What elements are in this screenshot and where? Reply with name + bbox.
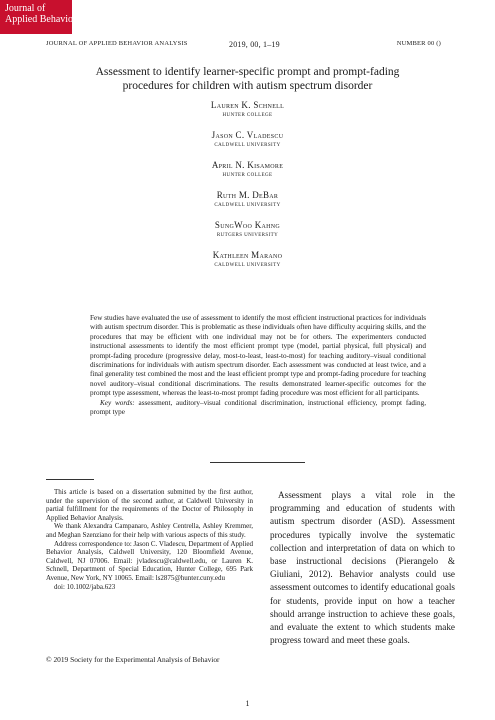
keywords-label: Key words: (100, 398, 135, 407)
author-affiliation: CALDWELL UNIVERSITY (214, 143, 281, 148)
abstract-text: Few studies have evaluated the use of assessment to identify the most efficient instructional practices for individuals with autism spectrum disorder. This is problematic as these individuals often have difficulty acquiring skills, and the procedures that may be efficient with one individual may not be for others. The experimenters conducted instructional assessments to identify the most efficient prompt type (model, partial physical, full physical) and prompt-fading procedure (progressive delay, most-to-least, least-to-most) for teaching auditory–visual conditional discriminations for individuals with autism spectrum disorder. Each assessment was conducted at least twice, and a final generality test combined the most and the least efficient prompt type and prompt-fading procedure for teaching novel auditory–visual conditional discriminations. The results demonstrated learner-specific outcomes for the prompt type assessment, whereas the least-to-most prompt fading procedure was most efficient for all participants. (90, 314, 426, 398)
footnotes (46, 488, 253, 591)
author-block (0, 220, 495, 250)
author-affiliation: HUNTER COLLEGE (222, 173, 273, 178)
running-head (46, 40, 441, 50)
author-name: Ruth M. DeBar (216, 190, 279, 200)
author-affiliation: HUNTER COLLEGE (222, 113, 273, 118)
journal-logo-line2: Applied Behavior Analysis (5, 14, 114, 25)
author-name: SungWoo Kahng (214, 220, 281, 230)
section-divider (210, 462, 305, 463)
author-name: Kathleen Marano (212, 250, 283, 260)
author-name: Jason C. Vladescu (211, 130, 284, 140)
running-head-journal: JOURNAL OF APPLIED BEHAVIOR ANALYSIS (46, 40, 188, 47)
author-list (0, 100, 495, 280)
body-text (270, 489, 455, 647)
journal-logo-line1: Journal of (5, 3, 46, 14)
footnote-correspondence: Address correspondence to: Jason C. Vladescu, Department of Applied Behavior Analysis, Caldwell University, 120 Bloomfield Avenue, Caldwell, NJ 07006. Email: jvladescu@caldwell.edu, or Lauren K. Schnell, Department of Special Education, Hunter College, 695 Park Avenue, New York, NY 10065. Email: ls2875@hunter.cuny.edu (46, 539, 253, 582)
abstract (90, 314, 426, 417)
footnote-dissertation: This article is based on a dissertation submitted by the first author, under the supervision of the second author, at Caldwell University in partial fulfillment for the requirements of the Doctor of Philosophy in Applied Behavior Analysis. (46, 488, 253, 522)
keywords-list: assessment, auditory–visual conditional discrimination, instructional efficiency, prompt fading, prompt type (90, 398, 427, 417)
keywords (90, 399, 426, 418)
footnote-rule (46, 479, 94, 480)
author-name: Lauren K. Schnell (210, 100, 285, 110)
author-block (0, 130, 495, 160)
article-title-line1: Assessment to identify learner-specific prompt and prompt-fading (95, 66, 400, 78)
author-block (0, 160, 495, 190)
author-name: April N. Kisamore (211, 160, 284, 170)
author-block (0, 190, 495, 220)
footnote-acknowledgments: We thank Alexandra Campanaro, Ashley Centrella, Ashley Kremmer, and Meghan Szenziano for their help with various aspects of this study. (46, 522, 253, 539)
journal-logo (0, 0, 114, 34)
author-block (0, 250, 495, 280)
page-number: 1 (245, 699, 250, 708)
running-head-volume: 2019, 00, 1–19 (229, 40, 280, 49)
author-affiliation: CALDWELL UNIVERSITY (214, 263, 281, 268)
article-title (60, 66, 435, 93)
author-affiliation: CALDWELL UNIVERSITY (214, 203, 281, 208)
footnote-doi: doi: 10.1002/jaba.623 (54, 582, 116, 591)
copyright-notice: © 2019 Society for the Experimental Analysis of Behavior (46, 655, 220, 664)
article-title-line2: procedures for children with autism spectrum disorder (122, 79, 373, 92)
body-paragraph: Assessment plays a vital role in the programming and education of students with autism spectrum disorder (ASD). Assessment procedures typically involve the systematic collection and interpretation of data on which to base instructional decisions (Pierangelo & Giuliani, 2012). Behavior analysts could use assessment outcomes to identify educational goals for students, provide input on how a teacher should arrange instruction to achieve these goals, and evaluate the extent to which students make progress toward and meet these goals. (270, 490, 455, 646)
author-affiliation: RUTGERS UNIVERSITY (216, 233, 279, 238)
running-head-number: NUMBER 00 () (396, 40, 441, 47)
author-block (0, 100, 495, 130)
